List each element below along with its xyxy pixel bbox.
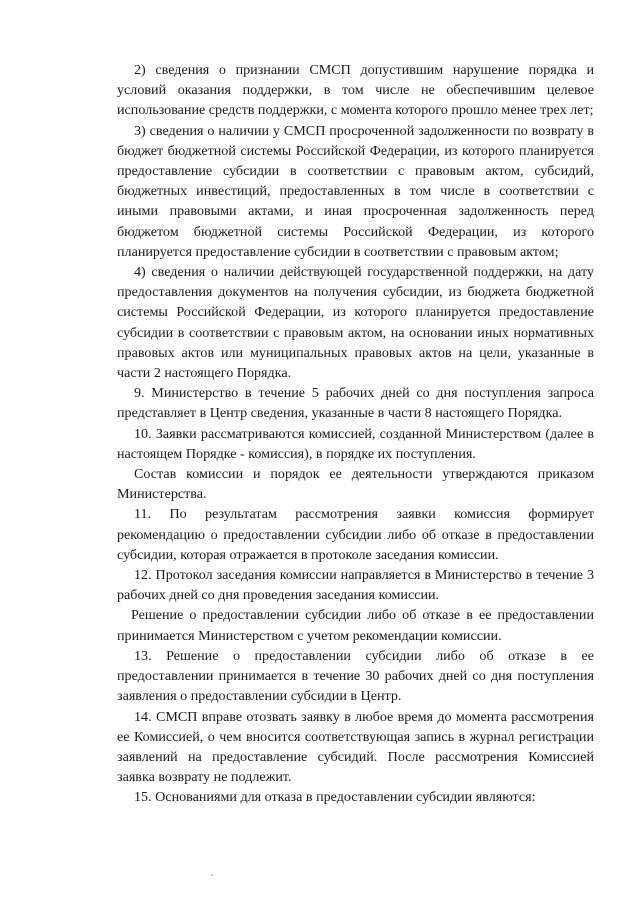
decision-paragraph: Решение о предоставлении субсидии либо об отказе в ее предоставлении принимается Министерством с учетом рекомендации комиссии. <box>117 607 594 644</box>
clause-13: 13. Решение о предоставлении субсидии либо об отказе в ее предоставлении принимается в течение 30 рабочих дней со дня поступления заявления о предоставлении субсидии в Центр. <box>117 647 594 705</box>
clause-10: 10. Заявки рассматриваются комиссией, созданной Министерством (далее в настоящем Порядке - комиссия), в порядке их поступления. <box>117 425 594 462</box>
clause-11: 11. По результатам рассмотрения заявки комиссия формирует рекомендацию о предоставлении субсидии либо об отказе в предоставлении субсидии, которая отражается в протоколе заседания комиссии. <box>117 506 594 563</box>
commission-composition: Состав комиссии и порядок ее деятельности утверждаются приказом Министерства. <box>117 466 594 503</box>
clause-14: 14. СМСП вправе отозвать заявку в любое время до момента рассмотрения ее Комиссией, о чем вносится соответствующая запись в журнал регистрации заявлений на предоставление субсидий. После рассмотрения Комиссией заявка возврату не подлежит. <box>117 708 594 786</box>
clause-9: 9. Министерство в течение 5 рабочих дней со дня поступления запроса представляет в Центр сведения, указанные в части 8 настоящего Порядка. <box>117 385 594 422</box>
scan-speck <box>211 874 213 876</box>
paragraph-3: 3) сведения о наличии у СМСП просроченной задолженности по возврату в бюджет бюджетной системы Российской Федерации, из которого планируется предоставление субсидии в соответствии с правовым актом, субсидий, бюджетных инвестиций, предоставленных в том числе в соответствии с иными правовыми актами, и иная просроченная задолженность перед бюджетом бюджетной системы Российской Федерации, из которого планируется предоставление субсидии в соответствии с правовым актом; <box>117 122 594 260</box>
paragraph-4: 4) сведения о наличии действующей государственной поддержки, на дату предоставления документов на получения субсидии, из бюджета бюджетной системы Российской Федерации, из которого планируется предоставление субсидии в соответствии с правовым актом, на основании иных нормативных правовых актов или муниципальных правовых актов на цели, указанные в части 2 настоящего Порядка. <box>117 264 594 382</box>
clause-12: 12. Протокол заседания комиссии направляется в Министерство в течение 3 рабочих дней со дня проведения заседания комиссии. <box>117 567 594 604</box>
paragraph-2: 2) сведения о признании СМСП допустившим нарушение порядка и условий оказания поддержки, в том числе не обеспечившим целевое использование средств поддержки, с момента которого прошло менее трех лет; <box>117 62 594 119</box>
clause-15: 15. Основаниями для отказа в предоставлении субсидии являются: <box>134 789 536 806</box>
